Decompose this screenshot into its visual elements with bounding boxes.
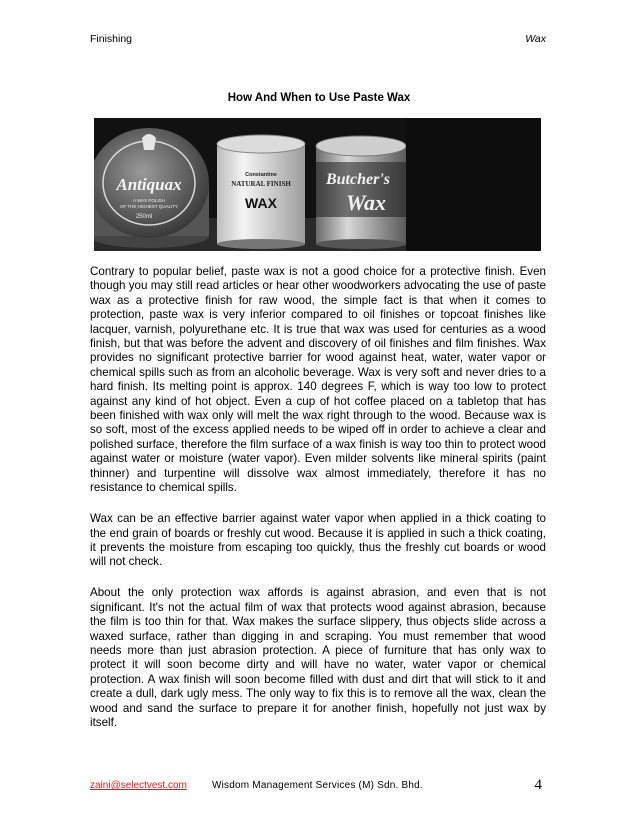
page-number: 4 [534,777,542,793]
antiquax-tin [94,128,209,248]
paragraph-3: About the only protection wax affords is against abrasion, and even that is not significant. It's not the actual film of wax that protects wood against abrasion, because the film is too thin for that. Wax makes the surface slippery, thus objects slide across a waxed surface, rather than digging in and scraping. You must remember that wood needs more than just abrasion protection. A piece of furniture that has only wax to protect it will soon become dirty and will have no water, water vapor or chemical protection. A wax finish will soon become filled with dust and dirt that will stick to it and create a dull, dark ugly mess. The only way to fix this is to remove all the wax, clean the wood and sand the surface to prepare it for another finish, hopefully not just wax by itself. [90,586,546,729]
butchers-wax-label: Wax [346,190,386,215]
footer-organization: Wisdom Management Services (M) Sdn. Bhd. [212,780,423,791]
article-body [90,265,546,747]
footer-email-link[interactable]: zaini@selectvest.com [90,780,187,791]
constantine-wax-label: WAX [245,195,277,211]
header-section-title: Finishing [90,33,133,45]
page-footer [90,777,546,797]
header-topic: Wax [525,33,546,45]
antiquax-label: Antiquax [116,175,182,194]
paragraph-2: Wax can be an effective barrier against water vapor when applied in a thick coating to the end grain of boards or freshly cut wood. Because it is applied in such a thick coating, it prevents the moisture from escaping too quickly, thus the freshly cut boards or wood will not check. [90,512,546,569]
constantine-label: Constantine [245,172,277,178]
page-title: How And When to Use Paste Wax [227,92,411,104]
antiquax-subline-2: OF THE HIGHEST QUALITY [119,204,179,209]
butchers-label: Butcher's [325,171,391,188]
antiquax-size: 250ml [135,214,153,220]
paragraph-1: Contrary to popular belief, paste wax is not a good choice for a protective finish. Even though you may still read articles or hear other woodworkers advocating the use of paste wax as a protective finish for raw wood, the simple fact is that when it comes to protection, paste wax is very inferior compared to oil finishes or topcoat finishes like lacquer, varnish, polyurethane etc. It is true that wax was used for centuries as a wood finish, but that was before the advent and discovery of oil finishes and film finishes. Wax provides no significant protective barrier for wood against heat, water, water vapor or chemical spills such as from an alcoholic beverage. Wax is very soft and never dries to a hard finish. Its melting point is approx. 140 degrees F, which is way too low to protect against any kind of hot object. Even a cup of hot coffee placed on a tabletop that has been finished with wax only will melt the wax right through to the wood. Because wax is so soft, most of the excess applied needs to be wiped off in order to achieve a clear and polished surface, therefore the film surface of a wax finish is way too thin to protect wood against water or moisture (water vapor). Even milder solvents like mineral spirits (paint thinner) and turpentine will dissolve wax almost immediately, therefore it has no resistance to chemical spills. [90,265,546,495]
constantine-finish-label: NATURAL FINISH [231,180,291,188]
constantine-can [217,135,305,249]
paste-wax-cans-photo [94,118,541,251]
butchers-can [316,136,406,249]
antiquax-subline-1: A WAX POLISH [133,198,165,203]
